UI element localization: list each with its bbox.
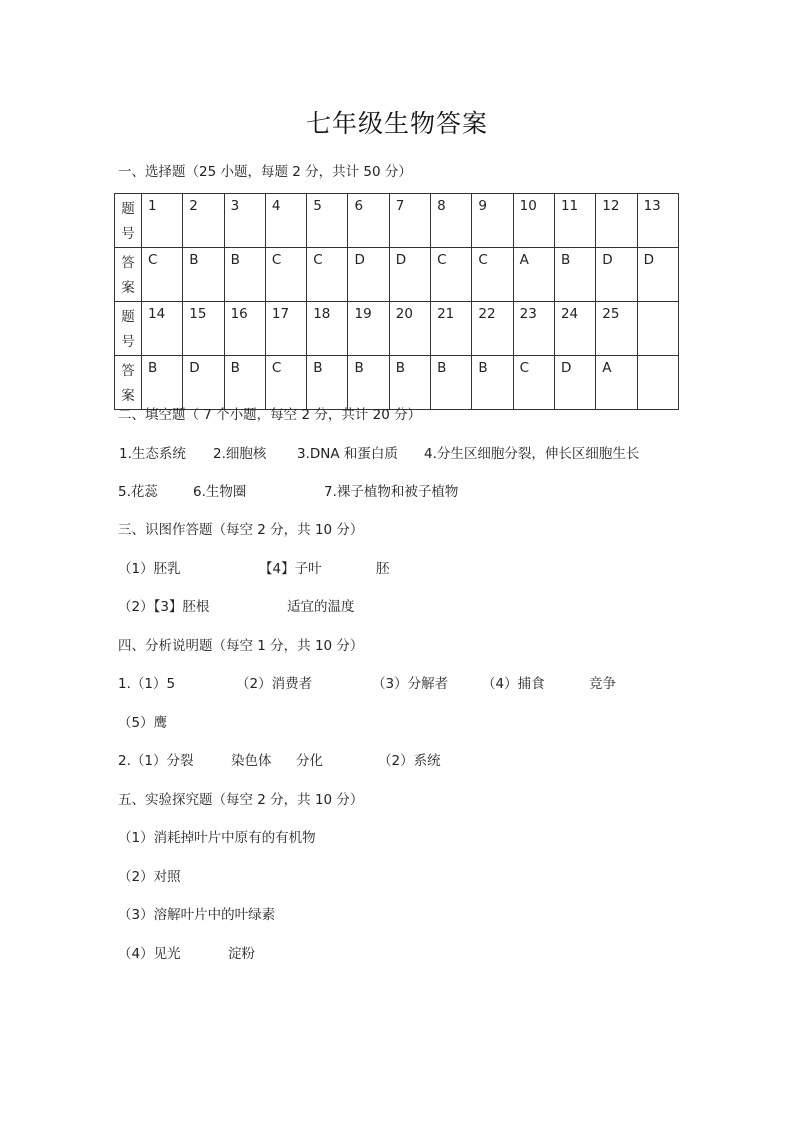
analysis-answer-1: 1.（1）5: [118, 676, 176, 692]
analysis-answer-4: （4）捕食: [482, 676, 545, 692]
question-number: 17: [265, 302, 306, 356]
answer-cell: C: [513, 356, 554, 410]
answer-cell: B: [224, 248, 265, 302]
answer-cell: B: [554, 248, 595, 302]
answer-cell: C: [472, 248, 513, 302]
experiment-answer-4a: （4）见光: [118, 946, 181, 962]
table-row-questions-1: [115, 194, 679, 248]
question-number: 9: [472, 194, 513, 248]
question-number: 13: [637, 194, 678, 248]
diagram-answer-4: （2）【3】胚根: [118, 599, 210, 615]
question-number: 16: [224, 302, 265, 356]
answer-cell: B: [307, 356, 348, 410]
answer-cell: B: [389, 356, 430, 410]
section3-line-1: [0, 557, 794, 577]
section1-heading: 一、选择题（25 小题，每题 2 分，共计 50 分）: [118, 164, 412, 180]
question-number: 2: [183, 194, 224, 248]
row-label-question: 题号: [115, 194, 142, 248]
table-row-questions-2: [115, 302, 679, 356]
question-number: 4: [265, 194, 306, 248]
section3-line-2: [0, 595, 794, 615]
fill-answer-1: 1.生态系统: [119, 446, 186, 462]
fill-answer-4: 4.分生区细胞分裂，伸长区细胞生长: [424, 446, 640, 462]
row-label-question: 题号: [115, 302, 142, 356]
question-number: 1: [142, 194, 183, 248]
section5-line-2: （2）对照: [118, 869, 181, 885]
experiment-answer-4b: 淀粉: [228, 946, 255, 962]
answer-cell: D: [389, 248, 430, 302]
fill-answer-2: 2.细胞核: [213, 446, 267, 462]
answer-cell: C: [431, 248, 472, 302]
fill-answer-6: 6.生物圈: [193, 484, 247, 500]
section2-answer-line-2: [0, 480, 794, 500]
section3-heading: 三、识图作答题（每空 2 分，共 10 分）: [118, 522, 364, 538]
answer-table: [114, 193, 679, 410]
diagram-answer-5: 适宜的温度: [287, 599, 355, 615]
section5-line-3: （3）溶解叶片中的叶绿素: [118, 907, 276, 923]
table-row-answers-1: [115, 248, 679, 302]
fill-answer-5: 5.花蕊: [118, 484, 158, 500]
analysis-answer-9: （2）系统: [378, 753, 441, 769]
page-title: 七年级生物答案: [305, 109, 488, 138]
section5-heading: 五、实验探究题（每空 2 分，共 10 分）: [118, 792, 364, 808]
diagram-answer-1: （1）胚乳: [118, 561, 181, 577]
answer-cell: D: [348, 248, 389, 302]
fill-answer-7: 7.裸子植物和被子植物: [324, 484, 459, 500]
diagram-answer-3: 胚: [376, 561, 390, 577]
answer-cell: A: [513, 248, 554, 302]
question-number: 22: [472, 302, 513, 356]
section2-answer-line-1: [0, 442, 794, 462]
section5-line-4: [0, 942, 794, 962]
question-number: 5: [307, 194, 348, 248]
answer-cell: [637, 356, 678, 410]
answer-cell: D: [637, 248, 678, 302]
question-number: 6: [348, 194, 389, 248]
question-number: 20: [389, 302, 430, 356]
section4-line-3: [0, 749, 794, 769]
row-label-answer: 答案: [115, 356, 142, 410]
section2-heading: 二、填空题（ 7 个小题，每空 2 分，共计 20 分）: [118, 407, 422, 423]
question-number: [637, 302, 678, 356]
answer-cell: C: [307, 248, 348, 302]
question-number: 18: [307, 302, 348, 356]
answer-cell: D: [554, 356, 595, 410]
analysis-answer-3: （3）分解者: [372, 676, 449, 692]
answer-cell: C: [142, 248, 183, 302]
question-number: 10: [513, 194, 554, 248]
question-number: 14: [142, 302, 183, 356]
answer-cell: B: [431, 356, 472, 410]
question-number: 11: [554, 194, 595, 248]
answer-cell: B: [183, 248, 224, 302]
answer-cell: A: [596, 356, 637, 410]
analysis-answer-6: 2.（1）分裂: [118, 753, 194, 769]
section4-heading: 四、分析说明题（每空 1 分，共 10 分）: [118, 638, 364, 654]
question-number: 8: [431, 194, 472, 248]
question-number: 19: [348, 302, 389, 356]
analysis-answer-7: 染色体: [231, 753, 272, 769]
row-label-answer: 答案: [115, 248, 142, 302]
analysis-answer-5: 竞争: [589, 676, 616, 692]
fill-answer-3: 3.DNA 和蛋白质: [297, 446, 398, 462]
diagram-answer-2: 【4】子叶: [259, 561, 322, 577]
answer-cell: B: [472, 356, 513, 410]
answer-cell: B: [348, 356, 389, 410]
section4-line-1: [0, 672, 794, 692]
question-number: 21: [431, 302, 472, 356]
analysis-answer-2: （2）消费者: [236, 676, 313, 692]
question-number: 15: [183, 302, 224, 356]
question-number: 25: [596, 302, 637, 356]
answer-cell: C: [265, 356, 306, 410]
analysis-answer-8: 分化: [296, 753, 323, 769]
question-number: 12: [596, 194, 637, 248]
answer-cell: B: [142, 356, 183, 410]
question-number: 7: [389, 194, 430, 248]
answer-cell: D: [596, 248, 637, 302]
answer-cell: C: [265, 248, 306, 302]
table-row-answers-2: [115, 356, 679, 410]
question-number: 24: [554, 302, 595, 356]
section5-line-1: （1）消耗掉叶片中原有的有机物: [118, 830, 316, 846]
section4-line-2: （5）鹰: [118, 715, 168, 731]
question-number: 3: [224, 194, 265, 248]
answer-cell: D: [183, 356, 224, 410]
question-number: 23: [513, 302, 554, 356]
answer-cell: B: [224, 356, 265, 410]
